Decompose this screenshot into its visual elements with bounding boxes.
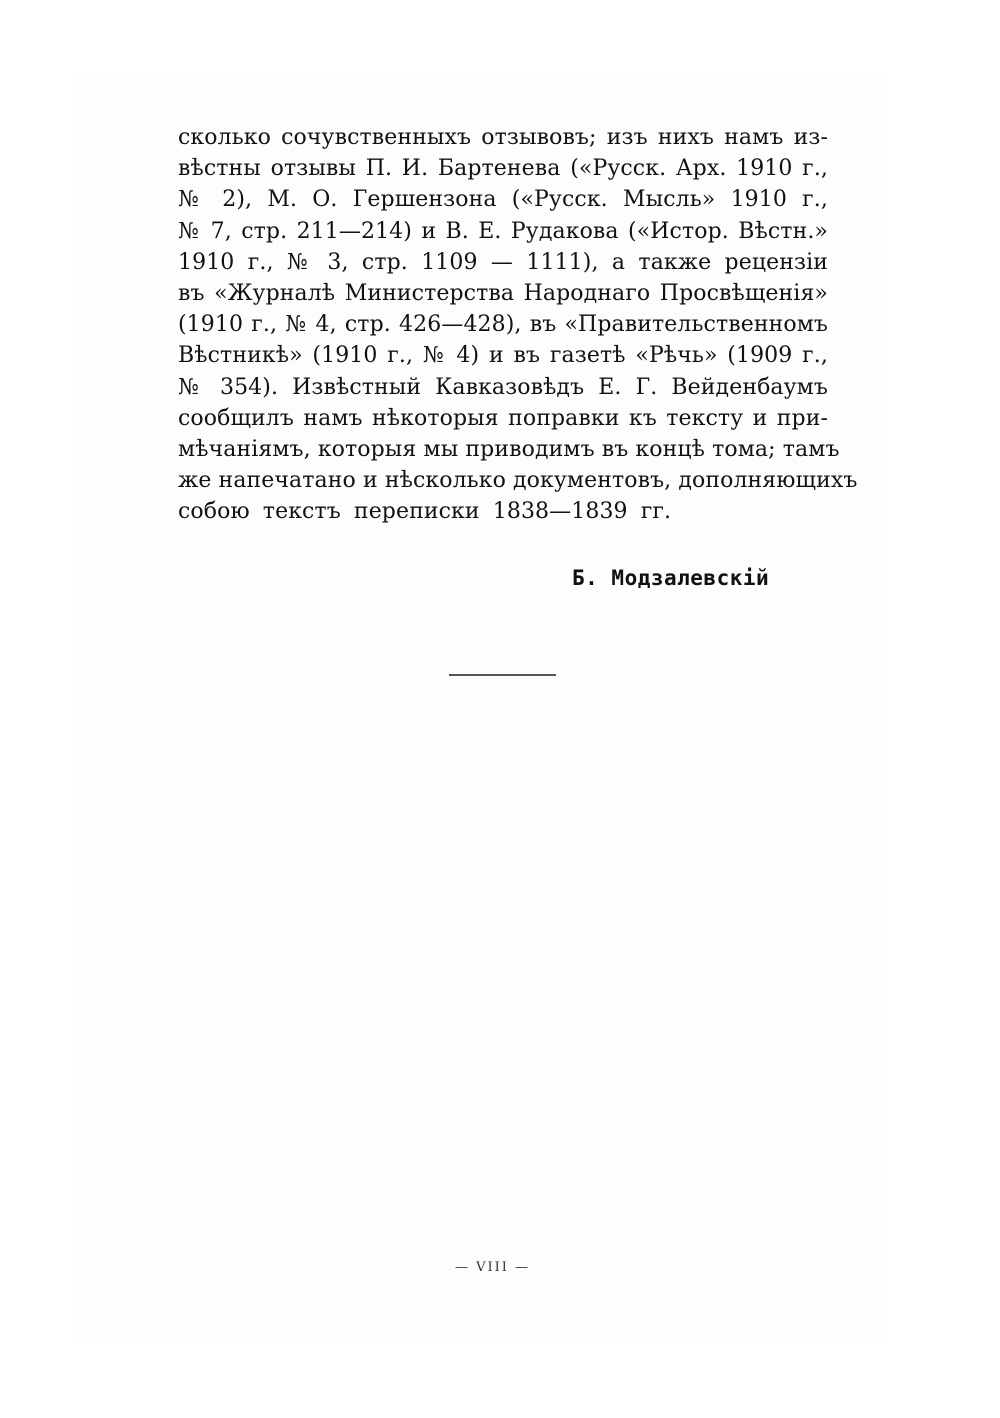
text-line: (1910 г., № 4, стр. 426—428), въ «Правительственномъ xyxy=(178,312,828,338)
body-paragraph xyxy=(178,122,858,527)
text-line: № 7, стр. 211—214) и В. Е. Рудакова («Истор. Вѣстн.» xyxy=(178,218,828,244)
author-signature: Б. Модзалевскій xyxy=(572,566,770,590)
text-line: же напечатано и нѣсколько документовъ, дополняющихъ xyxy=(178,468,858,494)
text-line: собою текстъ переписки 1838—1839 гг. xyxy=(178,499,672,525)
text-line: № 2), М. О. Гершензона («Русск. Мысль» 1910 г., xyxy=(178,187,828,213)
page-number: — VIII — xyxy=(455,1260,531,1275)
text-line: Вѣстникѣ» (1910 г., № 4) и въ газетѣ «Рѣчь» (1909 г., xyxy=(178,343,828,369)
text-line: вѣстны отзывы П. И. Бартенева («Русск. Арх. 1910 г., xyxy=(178,156,828,182)
text-line: мѣчаніямъ, которыя мы приводимъ въ концѣ тома; тамъ xyxy=(178,436,840,462)
section-divider xyxy=(449,674,556,676)
text-line: сообщилъ намъ нѣкоторыя поправки къ тексту и при- xyxy=(178,405,828,431)
text-line: сколько сочувственныхъ отзывовъ; изъ нихъ намъ из- xyxy=(178,125,828,150)
text-line: въ «Журналѣ Министерства Народнаго Просвѣщенія» xyxy=(178,280,828,306)
text-line: 1910 г., № 3, стр. 1109 — 1111), а также рецензіи xyxy=(178,249,828,275)
text-line: № 354). Извѣстный Кавказовѣдъ Е. Г. Вейденбаумъ xyxy=(178,374,828,400)
